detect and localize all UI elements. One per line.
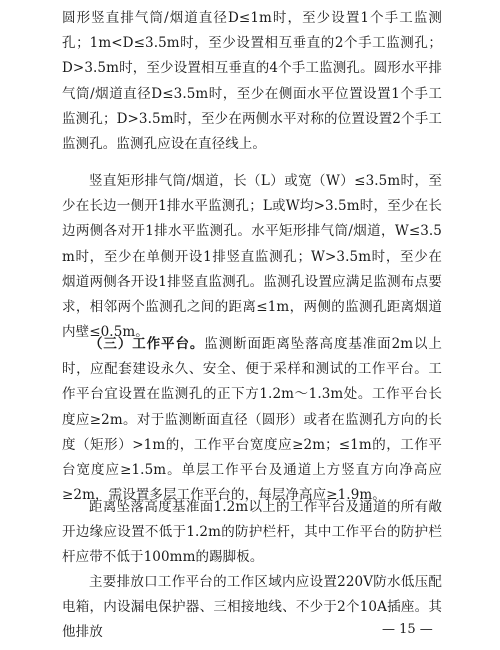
paragraph-guardrail: 距离坠落高度基准面1.2m以上的工作平台及通道的所有敞开边缘应设置不低于1.2m的防护栏杆，其中工作平台的防护栏杆应带不低于100mm的踢脚板。: [62, 499, 442, 566]
paragraph-circular-ducts: 圆形竖直排气筒/烟道直径D≤1m时，至少设置1个手工监测孔；1m<D≤3.5m时，至少设置相互垂直的2个手工监测孔；D>3.5m时，至少设置相互垂直的4个手工监测孔。圆形水平排气筒/烟道直径D≤3.5m时，至少在侧面水平位置设置1个手工监测孔；D>3.5m时，至少在两侧水平对称的位置设置2个手工监测孔。监测孔应设在直径线上。: [62, 10, 442, 153]
page-number: — 15 —: [382, 622, 433, 637]
paragraph-power-box: 主要排放口工作平台的工作区域内应设置220V防水低压配电箱，内设漏电保护器、三相接地线、不少于2个10A插座。其他排放: [62, 574, 442, 641]
paragraph-work-platform: [62, 332, 442, 508]
paragraph-rectangular-ducts: 竖直矩形排气筒/烟道，长（L）或宽（W）≤3.5m时，至少在长边一侧开1排水平监测孔；L或W均>3.5m时，至少在长边两侧各对开1排水平监测孔。水平矩形排气筒/烟道，W≤3.5 m时，至少在单侧开设1排竖直监测孔；W>3.5m时，至少在烟道两侧各开设1排竖直监测孔。监测孔设置应满足监测布点要求，相邻两个监测孔之间的距离≤1m，两侧的监测孔距离烟道内壁≤0.5m。: [62, 173, 442, 341]
section-heading-work-platform: （三）工作平台。: [89, 336, 205, 352]
work-platform-text: 监测断面距离坠落高度基准面2m以上时，应配套建设永久、安全、便于采样和测试的工作平台。工作平台宜设置在监测孔的正下方1.2m～1.3m处。工作平台长度应≥2m。对于监测断面直径（圆形）或者在监测孔方向的长度（矩形）>1m的，工作平台宽度应≥2m；≤1m的，工作平台宽度应≥1.5m。单层工作平台及通道上方竖直方向净高应≥2m，需设置多层工作平台的，每层净高应≥1.9m。: [62, 336, 442, 504]
